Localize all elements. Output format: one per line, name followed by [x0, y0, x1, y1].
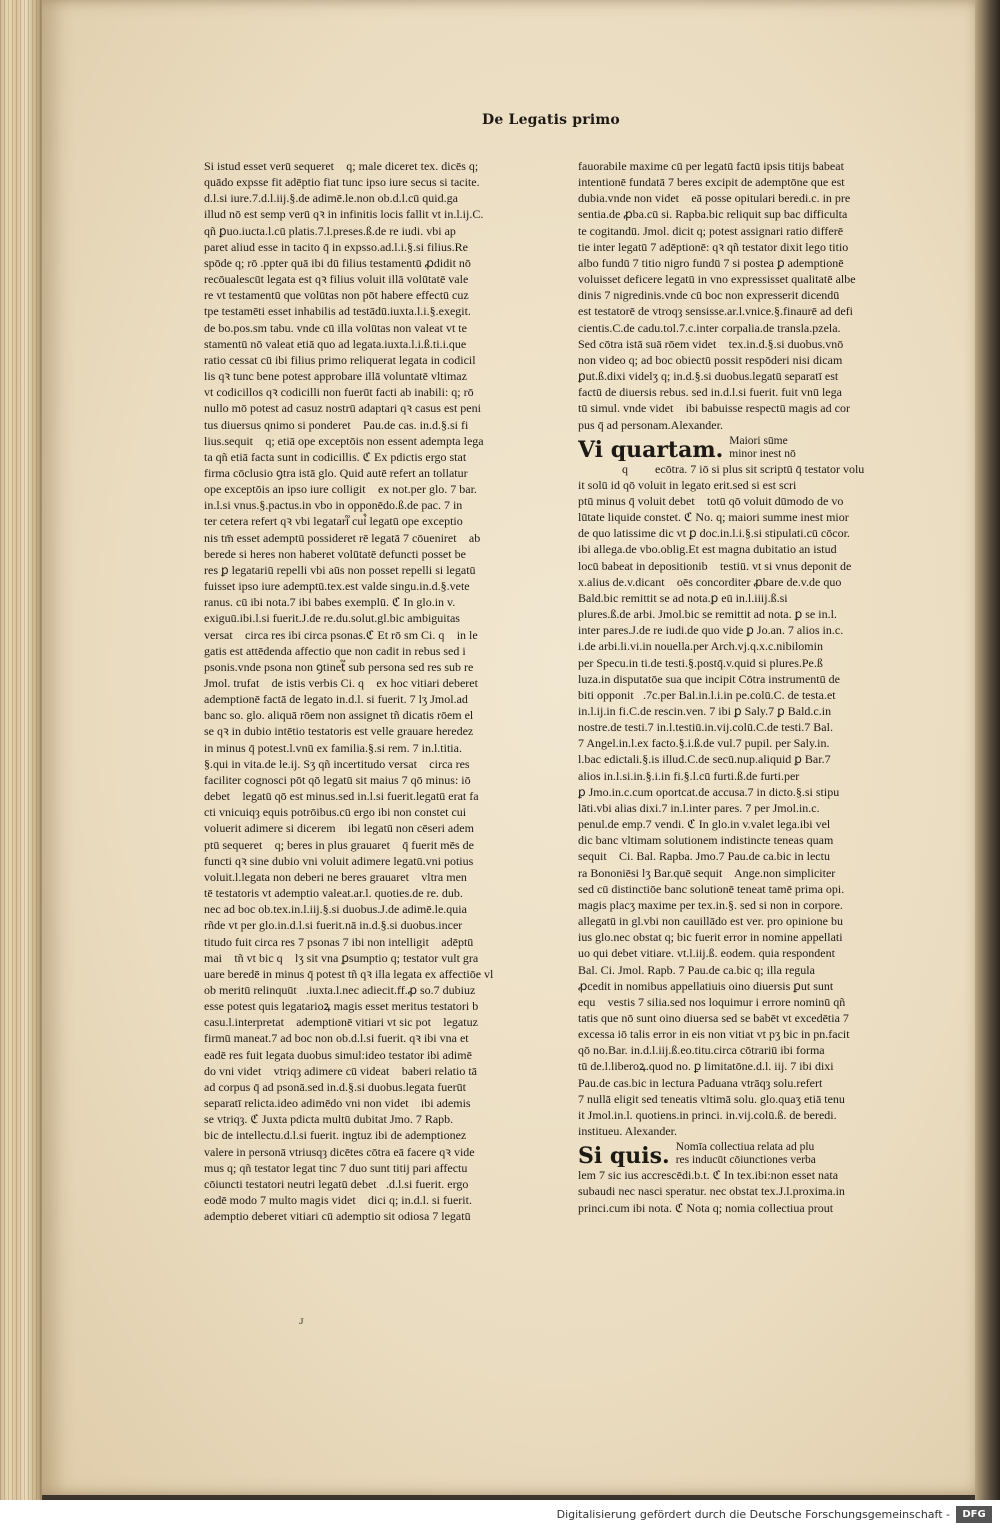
text-line: pus q̄ ad personam.Alexander. — [578, 417, 723, 432]
rubric-initial-2: Si quis. — [578, 1145, 670, 1168]
text-line: Jmol. trufat᷑ de istis verbis Ci. qꝛ ex hoc vitiari deberet — [204, 676, 478, 690]
text-line: tē testatoris vt ademptio valeat.ar.l. quoties.de re. dub. — [204, 886, 463, 901]
text-line: ꝑut.ß.dixi videlʒ q; in.d.§.si duobus.legatū separatī est — [578, 369, 839, 384]
text-line: titudo fuit circa res 7 psonas 7 ibi non intelligit᷑ adēptū — [204, 934, 474, 949]
text-line: te cogitandū. Jmol. dicit q; potest assignari ratio differē — [578, 223, 844, 238]
text-line: alios in.l.si.in.§.i.in fi.§.l.cū furti.ß.de furti.per — [578, 768, 800, 783]
text-line: nis tm̄ esset ademptū possideret rē legatā 7 cōueniret᷑ ab — [204, 530, 481, 545]
text-line: stamentū nō valeat etiā quo ad legata.iuxta.l.i.ß.ti.i.que — [204, 336, 467, 351]
text-line: 7 Angel.in.l.ex facto.§.i.ß.de vul.7 pupil. per Saly.in. — [578, 736, 830, 751]
text-line: voluerit adimere si diceremᷓ ibi legatū non cēseri adem — [204, 821, 474, 836]
binding-shadow — [975, 0, 1000, 1500]
text-line: paret aliud esse in tacito q̄ in expsso.ad.l.i.§.si filius.Re — [204, 239, 468, 254]
text-line: dubia.vnde non videt᷑ eā posse opitulari beredi.c. in pre — [578, 191, 851, 206]
text-line: ta qñ etiā facta sunt in codicillis. ℭ Ex pdictis ergo stat — [204, 449, 467, 464]
text-line: lāti.vbi alias dixi.7 in.l.inter pares. 7 per Jmol.in.c. — [578, 800, 820, 815]
text-line: eadē res fuit legata duobus simul:ideo testator ibi adimē — [204, 1047, 472, 1062]
rubric-cont-line — [578, 461, 878, 477]
text-line: uare beredē in minus q̄ potest tñ qꝛ illa legata ex affectiōe vl — [204, 966, 494, 981]
text-line: albo fundū 7 titio nigro fundū 7 si postea ꝑ ademptionē — [578, 255, 844, 270]
text-line: spōde q; rō .ppter quā ibi dū filius testamentū ꝓdidit nō — [204, 255, 471, 270]
text-line: ter cetera refert qꝛ vbi legatari᷑ cui᷒ legatū ope exceptio — [204, 514, 463, 529]
text-line: it solū id qō voluit in legato erit.sed si est scri — [578, 477, 797, 492]
text-line: factū de diuersis rebus. sed in.d.l.si fuerit. fuit vnū lega — [578, 385, 842, 400]
text-line: x.alius de.v.dicant᷑ oēs concorditer ꝓbare de.v.de quo — [578, 574, 842, 589]
text-line: cōiuncti testatori neutri legatū debet᷑.d.l.si fuerit. ergo — [204, 1176, 469, 1191]
text-line: in.l.ij.in fi.C.de rescin.ven. 7 ibi ꝑ Saly.7 ꝑ Bald.c.in — [578, 704, 832, 718]
text-line: functi qꝛ sine dubio vni voluit adimere legatū.vni potius — [204, 853, 474, 868]
text-line: ob meritū relinquūt᷑.iuxta.l.nec adiecit.ff.ꝓ so.7 dubiuz — [204, 982, 476, 997]
text-line: luza.in disputatōe sua que incipit Cōtra instrumentū de — [578, 671, 840, 686]
text-line: non video q; ad boc obiectū possit respōderi nisi dicamᷓ — [578, 352, 852, 367]
text-line: ranus. cū ibi nota.7 ibi babes exemplū. ℭ In glo.in v. — [204, 595, 456, 610]
text-line: valere in personā vtriusqȝ dicētes cōtra eā facere qꝛ vide — [204, 1144, 475, 1159]
text-line: debet᷑ legatū qō est minus.sed in.l.si fuerit.legatū erat fa — [204, 789, 479, 804]
text-line: se qꝛ in dubio intētio testatoris est velle grauare heredez — [204, 724, 474, 739]
text-line: nostre.de testi.7 in.l.testiū.in.vij.colū.C.de testi.7 Bal. — [578, 720, 833, 735]
text-line: est testatorē de vtroqȝ sensisse.ar.l.vnice.§.finaurē ad defi — [578, 304, 853, 319]
footer-credit: Digitalisierung gefördert durch die Deutsche Forschungsgemeinschaft - — [556, 1508, 950, 1521]
text-line: versat᷑ circa res ibi circa psonas.ℭ Et rō sm Ci. qꝛ in le — [204, 627, 478, 642]
rubric-initial: Vi quartam. — [578, 438, 724, 461]
rubric-vi-quartam — [578, 435, 878, 461]
text-line: per Specu.in ti.de testi.§.postq̄.v.quid si plures.Pe.ß — [578, 655, 823, 670]
margin-mark: q — [622, 461, 628, 476]
text-line: tū simul. vnde videt᷑ ibi babuisse respectū magis ad cor — [578, 401, 850, 416]
text-line: tus diuersus qnimo si ponderet᷑ Pau.de cas. in.d.§.si fi — [204, 417, 469, 432]
text-line: i.de arbi.li.vi.in nouella.per Arch.vj.q.x.c.nibilominᷓ — [578, 639, 833, 654]
rubric-cont: ecōtra. 7 iō si plus sit scriptū q̄ testator volu — [655, 461, 865, 476]
text-line: mai᷒ tñ vt bic qꝛ lʒ sit vna ꝑsumptio q; testator vult gra — [204, 950, 479, 965]
text-line: qō no.Bar. in.d.l.iij.ß.eo.titu.circa cōtrariū ibi forma — [578, 1043, 825, 1058]
text-line: sed cū distinctiōe banc solutionē teneat tamē prima opi. — [578, 881, 845, 896]
text-line: Bal. Ci. Jmol. Rapb. 7 Pau.de ca.bic q; illa regula — [578, 962, 815, 977]
text-line: gatis est attēdenda affectio que non cadit in rebus sed i — [204, 643, 466, 658]
text-line: esse potest quis legatarioꝝ magis esset meritus testatori b — [204, 999, 479, 1014]
text-line: Si istud esset verū sequeret᷑ q; male diceret tex. dicēs q; — [204, 159, 479, 173]
text-line: nec ad boc ob.tex.in.l.iij.§.si duobus.J.de adimē.le.quia — [204, 902, 467, 917]
text-line: ad corpus q̄ ad psonā.sed in.d.§.si duobus.legata fuerūt — [204, 1079, 466, 1094]
text-line: se vtriqȝ. ℭ Juxta pdicta multū dubitat Jmo. 7 Rapb. — [204, 1112, 454, 1127]
text-line: casu.l.interpretat᷑ ademptionē vitiari vt sic potᷓ legatuz — [204, 1015, 478, 1030]
text-line: qñ ꝑuo.iucta.l.cū platis.7.l.preses.ß.de re iudi. vbi ap — [204, 223, 456, 238]
text-line: ius glo.nec obstat q; bic fuerit error in nomine appellati — [578, 930, 843, 945]
text-line: Bald.bic remittit se ad nota.ꝑ eū in.l.iiij.ß.si — [578, 590, 788, 605]
text-line: lem 7 sic ius accrescēdi.b.t. ℭ In tex.ibi:non esset nata — [578, 1168, 839, 1183]
text-line: berede si heres non haberet volūtatē defuncti posset be — [204, 546, 466, 561]
text-line: ptū sequeret᷑ q; beres in plus grauaret᷑ q̄ fuerit mēs de — [204, 837, 474, 852]
text-line: ibi allega.de vbo.oblig.Et est magna dubitatio an istud — [578, 542, 837, 557]
dfg-logo: DFG — [956, 1506, 992, 1523]
text-line: firma cōclusio ꝯtra istā glo. Quid autē refert an tollatur — [204, 465, 468, 480]
text-line: fuisset ipso iure ademptū.tex.est valde singu.in.d.§.vete — [204, 579, 470, 594]
text-line: ope exceptōis an ipso iure colligit᷑ ex not.per glo. 7 bar. — [204, 482, 477, 497]
text-line: institueu. Alexander. — [578, 1124, 677, 1139]
text-line: intentionē fundatā 7 beres excipit de ademptōne que est — [578, 175, 845, 190]
text-line: voluisset deficere legatū in vno expressisset qualitatē albe — [578, 272, 856, 287]
text-line: ademptionē factā de legato in.d.l. si fuerit. 7 lʒ Jmol.ad — [204, 692, 468, 707]
text-line: sentia.de ꝓba.cū si. Rapba.bic reliquit sup bac difficulta — [578, 207, 848, 222]
text-line: d.l.si iure.7.d.l.iij.§.de adimē.le.non ob.d.l.cū quid.ga — [204, 191, 458, 206]
text-line: bic de intellectu.d.l.si fuerit. ingtuz ibi de ademptionez — [204, 1128, 467, 1143]
text-line: Pau.de cas.bic in lectura Paduana vtrāqȝ solu.refert — [578, 1075, 823, 1090]
text-line: firmū maneat.7 ad boc non ob.d.l.si fuerit. qꝛ ibi vna et — [204, 1031, 469, 1046]
running-head: De Legatis primo — [482, 112, 620, 128]
text-line: it Jmol.in.l. quotiens.in princi. in.vij.colū.ß. de beredi. — [578, 1107, 837, 1122]
text-line: res ꝑ legatariū repelli vbi aūs non posset repelli si legatū — [204, 562, 476, 577]
text-line: ptū minus q̄ voluit debet᷑ totū qō voluit dūmodo de vo — [578, 493, 844, 508]
text-line: uo qui debet vitiare. vt.l.iij.ß. eodem. quia respondent — [578, 946, 835, 961]
text-line: ꝑ Jmo.in.c.cum oportcat.de accusa.7 in dicto.§.si stipu — [578, 784, 840, 799]
text-line: illud nō est semp verū qꝛ in infinitis locis fallit vt in.l.ij.C. — [204, 207, 484, 222]
text-line: §.qui in vita.de le.ij. Sʒ qñ incertitudo versat᷑ circa res — [204, 756, 470, 771]
text-line: tū de.l.liberoꝝ.quod no. ꝑ limitatōne.d.l. iij. 7 ibi dixi — [578, 1059, 834, 1074]
text-line: tpe testamēti esset inhabilis ad testādū.iuxta.l.i.§.exegit. — [204, 304, 471, 319]
text-line: equᷓ vestis 7 silia.sed nos loquimur i errore nominū qñ — [578, 994, 846, 1009]
text-line: nullo mō potest ad casuz nostrū adaptari qꝛ casus est peni — [204, 401, 481, 416]
text-line: voluit.l.legata non deberi ne beres grauaret᷑ vltra men — [204, 869, 467, 884]
text-line: lis qꝛ tunc bene potest approbare illā voluntatē vltimaz — [204, 369, 467, 384]
text-line: dic banc vltimam solutionem indistincte teneas quam — [578, 833, 834, 848]
text-line: in minus q̄ potest.l.vnū ex familia.§.si rem. 7 in.l.titia. — [204, 740, 462, 755]
rubric-side-bottom-2: res inducūt cōiunctiones verba — [675, 1154, 816, 1167]
rubric-side-text — [729, 435, 795, 461]
text-line: allegatū in gl.vbi non cauillādo est ver. pro opinione bu — [578, 914, 843, 929]
text-line: magis placʒ maxime per tex.in.§. sed si non in corpore. — [578, 897, 843, 912]
stray-mark: ᴊ — [299, 1316, 304, 1327]
text-line: recōualescūt legata est qꝛ filius voluit illā volūtatē vale — [204, 272, 469, 287]
text-line: cientis.C.de cadu.tol.7.c.inter corpalia.de transla.pzela. — [578, 320, 841, 335]
text-line: cti vnicuiqȝ equis potrōibus.cū ergo ibi non constet cui — [204, 805, 467, 820]
right-text-column — [578, 158, 878, 1216]
text-line: separatī relicta.ideo adimēdo vni non videt᷑ ibi ademis — [204, 1096, 471, 1111]
text-line: in.l.si vnus.§.pactus.in vbo in opponēdo.ß.de pac. 7 in — [204, 498, 463, 513]
text-line: re vt testamentū que volūtas non pōt habere effectū cuz — [204, 288, 469, 303]
text-line: do vni videt᷑ vtriqȝ adimere cū videat᷑ baberi relatio tā — [204, 1063, 477, 1078]
text-line: eodē modo 7 multo magis videt᷑ dici q; in.d.l. si fuerit. — [204, 1193, 472, 1207]
text-line: rñde vt per glo.in.d.l.si fuerit.nā in.d.§.si duobus.incer — [204, 918, 463, 933]
text-line: ꝓcedit in nomibus appellatiuis oino diuersis ꝑut sunt — [578, 978, 834, 993]
text-line: excessa iō talis error in eis non vitiat vt pʒ bic in pn.facit — [578, 1027, 850, 1042]
text-line: vt codicillos qꝛ codicilli non fuerūt facti ab inabili: q; rō — [204, 385, 474, 400]
text-line: l.bac edictali.§.is illud.C.de secū.nup.aliquid ꝑ Bar.7 — [578, 752, 831, 767]
rubric-side-bottom: minor inest nō — [729, 447, 796, 460]
text-line: locū babeat in depositionibᷓ testiū. vt si vnus deponit de — [578, 558, 852, 573]
rubric-side-top-2: Nomīa collectiua relata ad plu — [675, 1141, 815, 1154]
text-line: ratio cessat cū ibi filius primo reliquerat legata in codicil — [204, 352, 476, 367]
text-line: dinis 7 nigredinis.vnde cū boc non expresserit dicendū — [578, 288, 840, 303]
digitization-footer — [0, 1500, 1000, 1529]
text-line: biti opponit᷑.7c.per Bal.in.l.i.in pe.colū.C. de testa.et — [578, 687, 836, 702]
text-line: faciliter cognosci pōt qō legatū sit maius 7 qō minus: iō — [204, 772, 471, 787]
text-line: fauorabile maxime cū per legatū factū ipsis titijs babeat — [578, 159, 844, 173]
text-line: inter pares.J.de re iudi.de quo vide ꝑ Jo.an. 7 alios in.c. — [578, 623, 844, 638]
text-line: princi.cum ibi nota. ℭ Nota q; nomia collectiua prout — [578, 1200, 834, 1215]
text-line: plures.ß.de arbi. Jmol.bic se remittit ad nota. ꝑ se in.l. — [578, 607, 837, 622]
text-line: ademptio deberet vitiari cū ademptio sit odiosa 7 legatū — [204, 1209, 471, 1224]
text-line: lūtate liquide constet. ℭ No. q; maiori summe inest mior — [578, 510, 849, 525]
text-line: mus q; qñ testator legat tinc 7 duo sunt titij pari affectu — [204, 1160, 468, 1175]
text-line: tatis que nō sunt oino diuersa sed se babēt vt excedētia 7 — [578, 1010, 849, 1025]
rubric-side-text-2 — [676, 1141, 816, 1167]
text-line: sequit᷑ Ci. Bal. Rapba. Jmo.7 Pau.de ca.bic in lectu — [578, 849, 830, 864]
text-line: banc so. glo. aliquā rōem non assignet tñ dicatis rōem el — [204, 708, 474, 723]
text-line: tie inter legatū 7 adēptionē: qꝛ qñ testator dixit lego titio — [578, 239, 849, 254]
text-line: lius.sequit᷑ q; etiā ope exceptōis non essent adempta lega — [204, 433, 484, 448]
rubric-side-top: Maiori sūme — [729, 434, 788, 447]
text-line: de quo latissime dic vt ꝑ doc.in.l.i.§.si stipulati.cū cōcor. — [578, 526, 850, 541]
page-stack-edge — [0, 0, 42, 1500]
text-line: exiguū.ibi.l.si fuerit.J.de re.du.solut.gl.bic ambiguitas — [204, 611, 460, 626]
text-line: psonis.vnde psona non ꝯtinet᷑ sub persona sed res sub re — [204, 659, 474, 674]
text-line: Sed cōtra istā suā rōem videt᷑ tex.in.d.§.si duobus.vnō — [578, 336, 844, 351]
text-line: subaudi nec nasci speratur. nec obstat tex.J.l.proxima.in — [578, 1184, 845, 1199]
left-text-column — [204, 158, 504, 1224]
text-line: 7 nullā eligit sed teneatis vltimā solu. glo.quaʒ etiā tenu — [578, 1091, 845, 1106]
rubric-si-quis — [578, 1141, 878, 1167]
text-line: penul.de emp.7 vendi. ℭ In glo.in v.valet lega.ibi vel — [578, 817, 831, 832]
text-line: ra Bononiēsi lʒ Bar.quē sequit᷑ Ange.non simpliciter — [578, 865, 836, 880]
text-line: quādo expsse fit adēptio fiat tunc ipso iure secus si tacite. — [204, 175, 480, 190]
text-line: de bo.pos.sm tabu. vnde cū illa volūtas non valeat vt te — [204, 320, 467, 335]
